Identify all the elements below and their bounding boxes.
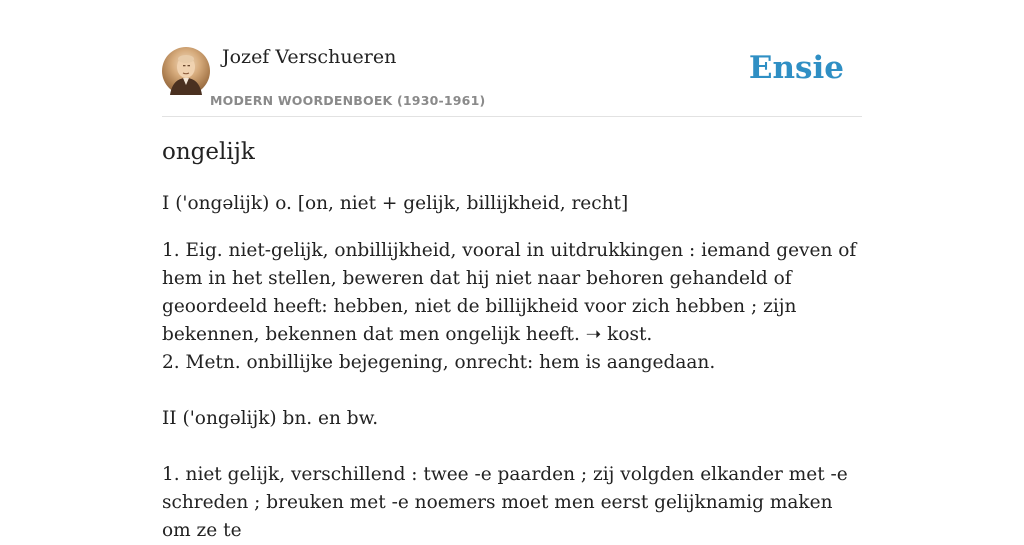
author-name[interactable]: Jozef Verschueren: [222, 46, 397, 68]
section-1-definition-2: 2. Metn. onbillijke bejegening, onrecht: hem is aangedaan.: [162, 352, 716, 373]
section-2-heading: II ('ongəlijk) bn. en bw.: [162, 408, 379, 429]
author-avatar[interactable]: [162, 47, 210, 95]
spacer: [162, 433, 862, 461]
section-2-definition-1: 1. niet gelijk, verschillend : twee -e paarden ; zij volgden elkander met -e schreden ; breuken met -e noemers moet men eerst gelijknamig maken om ze te: [162, 464, 848, 541]
entry-body: [162, 190, 862, 545]
entry-title: ongelijk: [162, 139, 255, 165]
section-1-heading: I ('ongəlijk) o. [on, niet + gelijk, billijkheid, recht]: [162, 193, 629, 214]
section-1-definition-1: 1. Eig. niet-gelijk, onbillijkheid, vooral in uitdrukkingen : iemand geven of hem in het stellen, beweren dat hij niet naar behoren gehandeld of geoordeeld heeft: hebben, niet de billijkheid voor zich hebben ; zijn bekennen, bekennen dat men ongelijk heeft. ➝ kost.: [162, 240, 857, 345]
author-portrait-icon: [162, 47, 210, 95]
entry-header: [162, 46, 862, 117]
spacer: [162, 377, 862, 405]
source-name[interactable]: MODERN WOORDENBOEK (1930-1961): [210, 93, 486, 108]
ensie-logo[interactable]: Ensie: [748, 50, 844, 86]
